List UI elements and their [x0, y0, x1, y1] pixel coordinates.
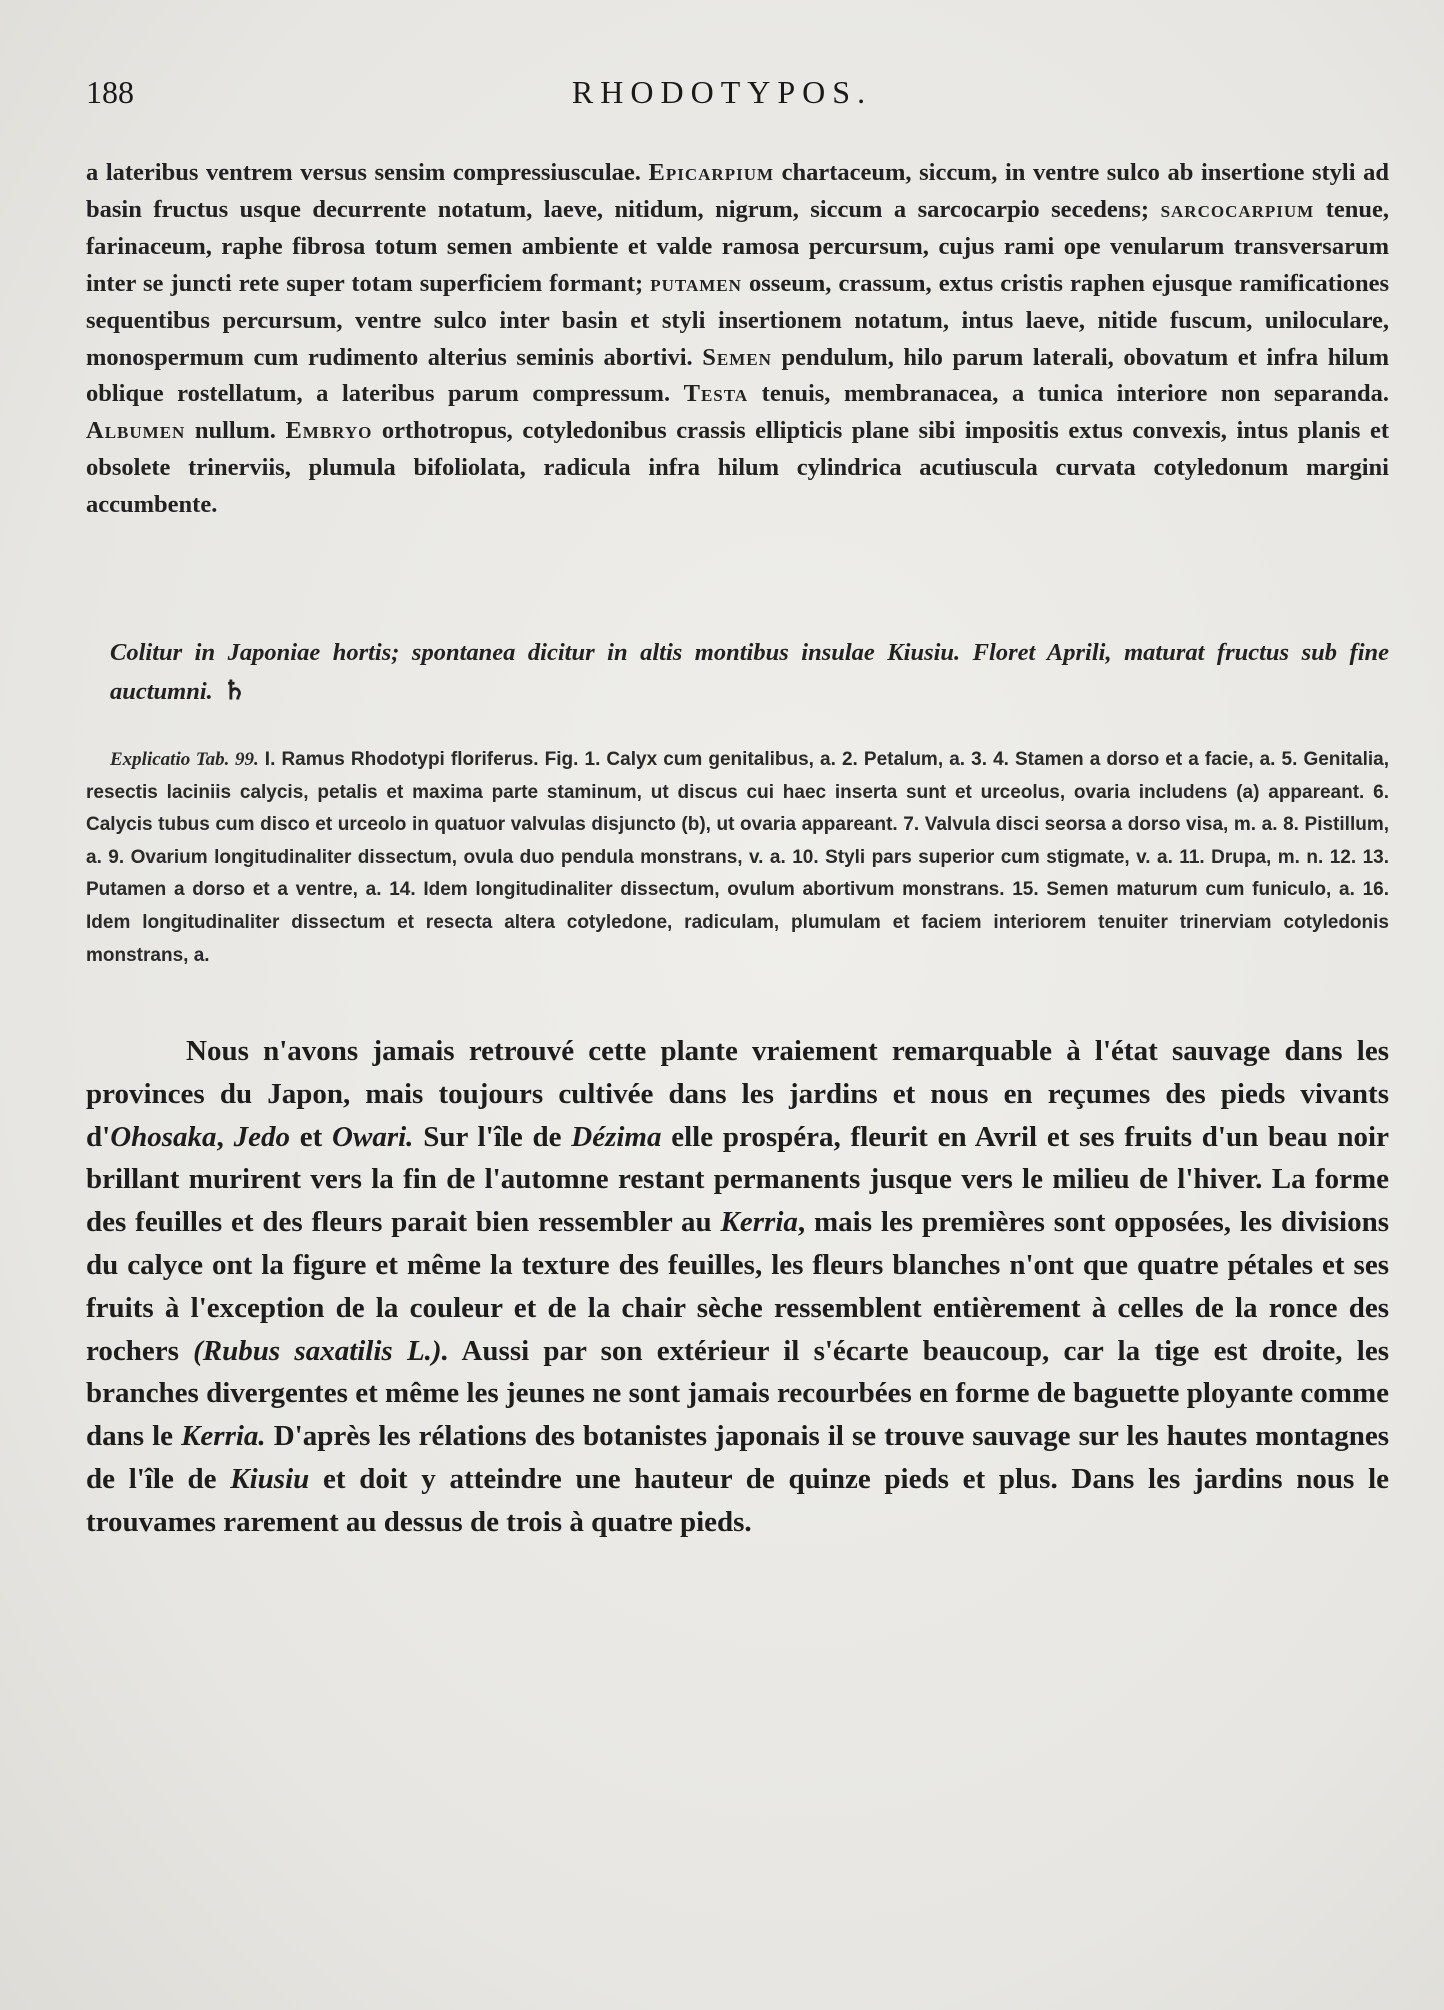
place-kiusiu: Kiusiu — [230, 1462, 310, 1495]
semen-text: pendulum, hilo parum laterali, obovatum et infra hilum oblique rostellatum, a lateribus parum compressum. — [86, 343, 1389, 408]
latin-fruit-description — [86, 155, 1389, 524]
term-albumen: Albumen — [86, 417, 186, 445]
description-intro: a lateribus ventrem versus sensim compressiusculae. — [86, 159, 649, 186]
french-text-2: , — [216, 1120, 234, 1153]
albumen-text: nullum. — [185, 417, 286, 445]
page-header — [86, 74, 1358, 122]
term-testa: Testa — [683, 380, 749, 408]
genus-kerria-2: Kerria. — [181, 1420, 266, 1453]
species-rubus: (Rubus saxatilis L.). — [193, 1334, 449, 1367]
french-text-3: et — [289, 1120, 333, 1153]
term-putamen: putamen — [650, 269, 742, 297]
epicarpium-text: chartaceum, siccum, in ventre sulco ab insertione styli ad basin fructus usque decurrente notatum, laeve, nitidum, nigrum, siccum a sarcocarpio secedens; — [86, 159, 1389, 223]
habitat-text: Colitur in Japoniae hortis; spontanea dicitur in altis montibus insulae Kiusiu. Floret Aprili, maturat fructus sub fine auctumni. — [110, 639, 1389, 705]
french-text-1: Nous n'avons jamais retrouvé cette plante vraiement remarquable à l'état sauvage dans les provinces du Japon, mais toujours cultivée dans les jardins et nous en reçumes des pieds vivants d' — [86, 1035, 1389, 1153]
plate-explanation — [86, 744, 1389, 972]
embryo-text: orthotropus, cotyledonibus crassis ellipticis plane sibi impositis extus convexis, intus planis et obsolete trinerviis, plumula bifoliolata, radicula infra hilum cylindrica acutiuscula curvata cotyledonum margini accumbente. — [86, 417, 1389, 519]
french-text-5: elle prospéra, fleurit en Avril et ses fruits d'un beau noir brillant murirent vers la fin de l'automne restant permanents jusque vers le milieu de l'hiver. La forme des feuilles et des fleurs parait bien ressembler au — [86, 1120, 1389, 1239]
place-jedo: Jedo — [233, 1120, 290, 1153]
french-text-7: Aussi par son extérieur il s'écarte beaucoup, car la tige est droite, les branches divergentes et même les jeunes ne sont jamais recourbées en forme de baguette ployante comme dans le — [86, 1334, 1389, 1453]
french-text-6: , mais les premières sont opposées, les divisions du calyce ont la figure et même la texture des feuilles, les fleurs blanches n'ont que quatre pétales et ses fruits à l'exception de la couleur et de la chair sèche ressemblent entièrement à celles de la ronce des rochers — [86, 1206, 1389, 1367]
french-text-8: D'après les rélations des botanistes japonais il se trouve sauvage sur les hautes montagnes de l'île de — [86, 1420, 1389, 1495]
genus-kerria-1: Kerria — [720, 1206, 798, 1239]
putamen-text: osseum, crassum, extus cristis raphen ejusque ramificationes sequentibus percursum, ventre sulco inter basin et styli insertionem notatum, intus laeve, nitide fuscum, uniloculare, monospermum cum rudimento alterius seminis abortivi. — [86, 269, 1389, 371]
testa-text: tenuis, membranacea, a tunica interiore non separanda. — [748, 380, 1389, 408]
habitat-note — [110, 634, 1389, 711]
place-owari: Owari. — [332, 1120, 414, 1153]
term-embryo: Embryo — [285, 417, 373, 445]
term-sarcocarpium: sarcocarpium — [1160, 195, 1315, 223]
term-semen: Semen — [702, 343, 772, 371]
sarcocarpium-text: tenue, farinaceum, raphe fibrosa totum semen ambiente et valde ramosa percursum, cujus rami ope venularum transversarum inter se juncti rete super totam superficiem formant; — [86, 195, 1389, 297]
running-title: RHODOTYPOS. — [571, 74, 873, 110]
perennial-symbol-icon: ♄ — [222, 676, 247, 705]
french-text-4: Sur l'île de — [413, 1120, 572, 1153]
plate-explanation-text: I. Ramus Rhodotypi floriferus. Fig. 1. Calyx cum genitalibus, a. 2. Petalum, a. 3. 4. Stamen a dorso et a facie, a. 5. Genitalia, resectis laciniis calycis, petalis et maxima parte staminum, ut discus cui haec inserta sunt et urceolus, ovaria includens (a) appareant. 6. Calycis tubus cum disco et urceolo in quatuor valvulas disjuncto (b), ut ovaria appareant. 7. Valvula disci seorsa a dorso visa, m. a. 8. Pistillum, a. 9. Ovarium longitudinaliter dissectum, ovula duo pendula monstrans, v. a. 10. Styli pars superior cum stigmate, v. a. 11. Drupa, m. n. 12. 13. Putamen a dorso et a ventre, a. 14. Idem longitudinaliter dissectum, ovulum abortivum monstrans. 15. Semen maturum cum funiculo, a. 16. Idem longitudinaliter dissectum et resecta altera cotyledone, radiculam, plumulam et faciem interiorem tenuiter trinerviam cotyledonis monstrans, a. — [86, 749, 1389, 966]
french-commentary — [86, 1030, 1389, 1544]
term-epicarpium: Epicarpium — [648, 159, 775, 186]
place-dezima: Dézima — [571, 1120, 662, 1153]
plate-explanation-lead: Explicatio Tab. 99. — [110, 749, 259, 770]
page-number: 188 — [86, 74, 134, 110]
french-text-9: et doit y atteindre une hauteur de quinze pieds et plus. Dans les jardins nous le trouvames rarement au dessus de trois à quatre pieds. — [86, 1462, 1389, 1538]
place-ohosaka: Ohosaka — [110, 1120, 217, 1153]
